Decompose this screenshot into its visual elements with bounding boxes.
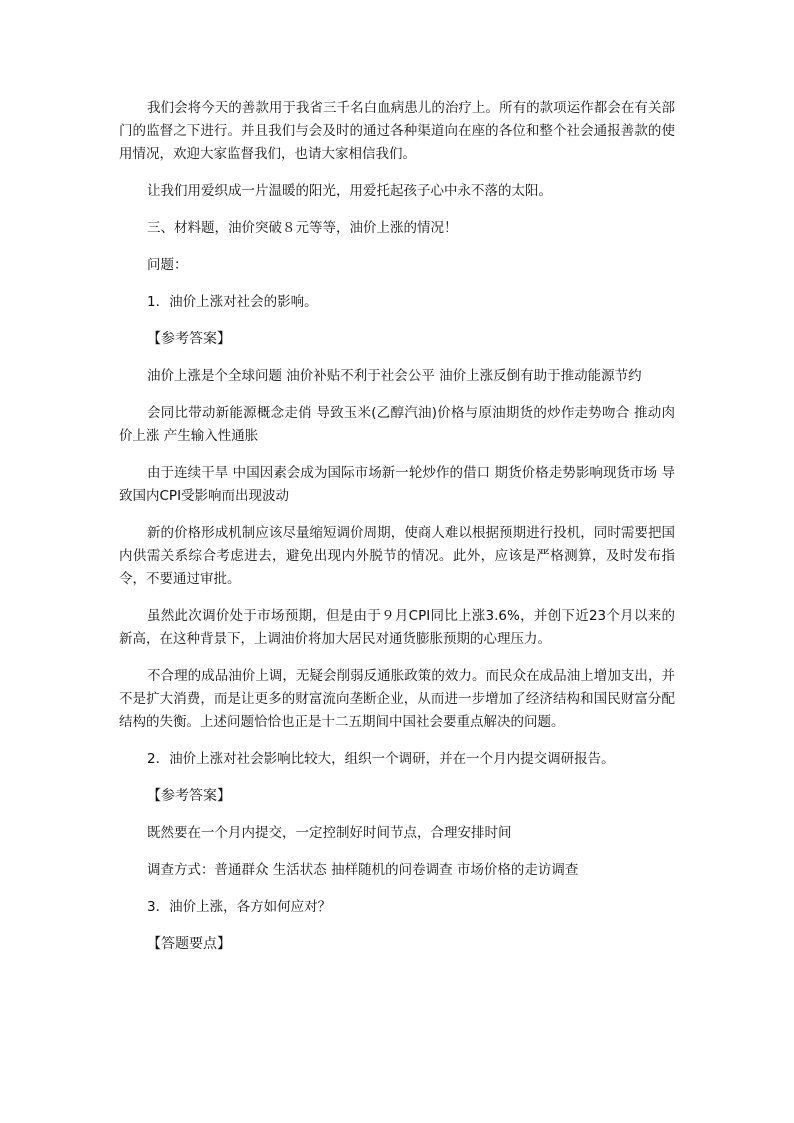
reference-answer-heading-2: 【参考答案】	[147, 788, 231, 804]
section-heading-material-question: 三、材料题，油价突破８元等等，油价上涨的情况！	[147, 220, 458, 236]
answer-point-time-management: 既然要在一个月内提交，一定控制好时间节点，合理安排时间	[147, 825, 512, 841]
question-label: 问题：	[147, 257, 188, 273]
question-3: 3．油价上涨，各方如何应对？	[147, 899, 332, 915]
answer-point-drought: 由于连续干旱 中国因素会成为国际市场新一轮炒作的借口 期货价格走势影响现货市场 导致国内CPI受影响而出现波动	[119, 465, 675, 504]
document-body	[119, 97, 675, 970]
answer-point-unreasonable-increase: 不合理的成品油价上调，无疑会削弱反通胀政策的效力。而民众在成品油上增加支出，并不是扩大消费，而是让更多的财富流向垄断企业，从而进一步增加了经济结构和国民财富分配结构的失衡。上述问题恰恰也正是十二五期间中国社会要重点解决的问题。	[119, 668, 675, 730]
question-1: 1．油价上涨对社会的影响。	[147, 294, 318, 310]
answer-key-points-heading: 【答题要点】	[147, 936, 231, 952]
answer-point-global-issue: 油价上涨是个全球问题 油价补贴不利于社会公平 油价上涨反倒有助于推动能源节约	[147, 368, 642, 384]
answer-point-cpi: 虽然此次调价处于市场预期，但是由于９月CPI同比上涨3.6%，并创下近23个月以来的新高，在这种背景下，上调油价将加大居民对通货膨胀预期的心理压力。	[119, 608, 675, 647]
answer-point-pricing-mechanism: 新的价格形成机制应该尽量缩短调价周期，使商人难以根据预期进行投机，同时需要把国内供需关系综合考虑进去，避免出现内外脱节的情况。此外，应该是严格测算，及时发布指令，不要通过审批。	[119, 525, 675, 587]
paragraph-love-sunshine: 让我们用爱织成一片温暖的阳光，用爱托起孩子心中永不落的太阳。	[147, 183, 552, 199]
reference-answer-heading-1: 【参考答案】	[147, 331, 231, 347]
paragraph-donation-usage: 我们会将今天的善款用于我省三千名白血病患儿的治疗上。所有的款项运作都会在有关部门的监督之下进行。并且我们与会及时的通过各种渠道向在座的各位和整个社会通报善款的使用情况，欢迎大家监督我们，也请大家相信我们。	[119, 100, 675, 162]
answer-point-survey-method: 调查方式：普通群众 生活状态 抽样随机的问卷调查 市场价格的走访调查	[147, 862, 579, 878]
question-2: 2．油价上涨对社会影响比较大，组织一个调研，并在一个月内提交调研报告。	[147, 751, 615, 767]
answer-point-new-energy: 会同比带动新能源概念走俏 导致玉米(乙醇汽油)价格与原油期货的炒作走势吻合 推动肉价上涨 产生输入性通胀	[119, 405, 675, 444]
